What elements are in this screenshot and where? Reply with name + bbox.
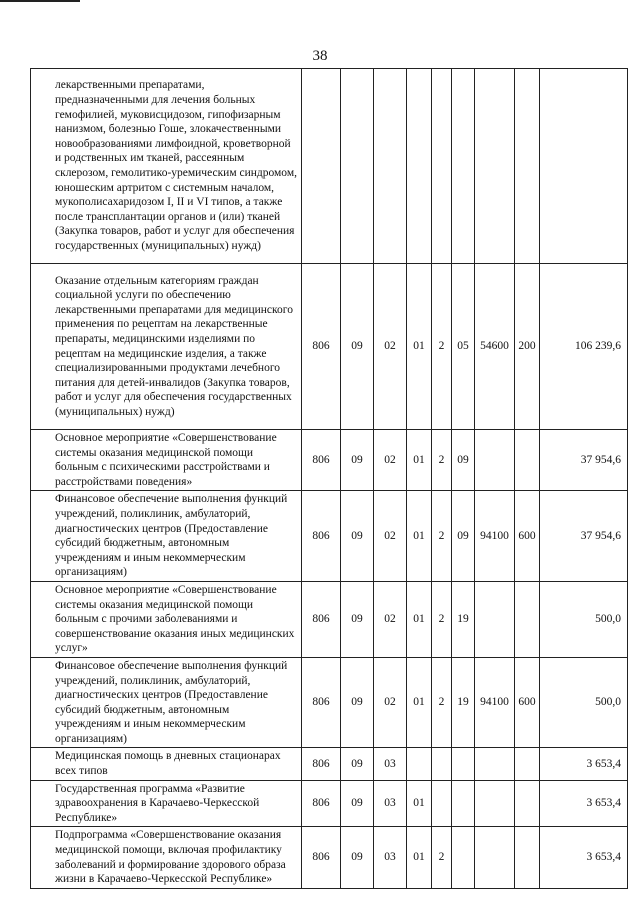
cell-p4: 54600 [475,264,515,430]
cell-vr [515,69,540,264]
cell-p4 [475,430,515,491]
cell-sum: 500,0 [540,657,628,748]
cell-grbs: 806 [302,780,341,827]
cell-p3: 19 [452,581,475,657]
cell-pr: 03 [374,748,407,780]
cell-name: лекарственными препаратами, предназначенными для лечения больных гемофилией, муковисцидозом, гипофизарным нанизмом, болезнью Гоше, злокачественными новообразованиями лимфоидной, кроветворной и родственных им тканей, рассеянным склерозом, гемолитико-уремическим синдромом, юношеским артритом с системным началом, мукополисахаридозом I, II и VI типов, а также после трансплантации органов и (или) тканей (Закупка товаров, работ и услуг для обеспечения государственных (муниципальных) нужд) [31,69,302,264]
cell-grbs: 806 [302,581,341,657]
cell-sum [540,69,628,264]
cell-rz: 09 [341,264,374,430]
cell-grbs: 806 [302,430,341,491]
table-row [31,657,628,748]
cell-pr: 02 [374,581,407,657]
cell-pr [374,69,407,264]
cell-p2: 2 [432,581,452,657]
cell-p4: 94100 [475,657,515,748]
cell-sum: 37 954,6 [540,491,628,582]
table-row [31,748,628,780]
cell-vr [515,581,540,657]
cell-rz: 09 [341,430,374,491]
cell-rz: 09 [341,491,374,582]
cell-name: Подпрограмма «Совершенствование оказания медицинской помощи, включая профилактику заболеваний и формирование здорового образа жизни в Карачаево-Черкесской Республике» [31,827,302,888]
cell-p1: 01 [407,780,432,827]
cell-p2: 2 [432,491,452,582]
cell-vr [515,827,540,888]
cell-p3: 09 [452,491,475,582]
cell-rz: 09 [341,748,374,780]
cell-p1 [407,69,432,264]
cell-pr: 02 [374,430,407,491]
cell-p2 [432,69,452,264]
cell-name: Медицинская помощь в дневных стационарах всех типов [31,748,302,780]
cell-p3 [452,827,475,888]
table-row [31,491,628,582]
table-body [31,69,628,889]
cell-name: Основное мероприятие «Совершенствование системы оказания медицинской помощи больным с прочими заболеваниями и совершенствование оказания иных медицинских услуг» [31,581,302,657]
cell-p2 [432,748,452,780]
cell-p2: 2 [432,827,452,888]
cell-p3 [452,69,475,264]
cell-grbs: 806 [302,827,341,888]
cell-p2: 2 [432,264,452,430]
table-row [31,264,628,430]
cell-rz [341,69,374,264]
cell-name: Оказание отдельным категориям граждан социальной услуги по обеспечению лекарственными препаратами для медицинского применения по рецептам на лекарственные препараты, медицинскими изделиями по рецептам на медицинские изделия, а также специализированными продуктами лечебного питания для детей-инвалидов (Закупка товаров, работ и услуг для обеспечения государственных (муниципальных) нужд) [31,264,302,430]
cell-p3 [452,780,475,827]
cell-p4: 94100 [475,491,515,582]
cell-p4 [475,827,515,888]
table-row [31,69,628,264]
cell-name: Финансовое обеспечение выполнения функций учреждений, поликлиник, амбулаторий, диагностических центров (Предоставление субсидий бюджетным, автономным учреждениям и иным некоммерческим организациям) [31,657,302,748]
cell-sum: 500,0 [540,581,628,657]
cell-p1: 01 [407,827,432,888]
cell-sum: 3 653,4 [540,780,628,827]
cell-pr: 03 [374,780,407,827]
cell-rz: 09 [341,657,374,748]
cell-p3: 09 [452,430,475,491]
cell-pr: 02 [374,657,407,748]
cell-p3 [452,748,475,780]
cell-p2: 2 [432,657,452,748]
cell-rz: 09 [341,780,374,827]
cell-p1: 01 [407,581,432,657]
budget-table [30,68,628,889]
cell-vr: 200 [515,264,540,430]
cell-sum: 3 653,4 [540,827,628,888]
cell-vr [515,780,540,827]
cell-vr [515,748,540,780]
cell-pr: 02 [374,491,407,582]
cell-p1 [407,748,432,780]
cell-name: Финансовое обеспечение выполнения функций учреждений, поликлиник, амбулаторий, диагностических центров (Предоставление субсидий бюджетным, автономным учреждениям и иным некоммерческим организациям) [31,491,302,582]
cell-vr: 600 [515,491,540,582]
cell-sum: 3 653,4 [540,748,628,780]
cell-grbs: 806 [302,748,341,780]
top-rule [0,0,80,2]
cell-p2 [432,780,452,827]
cell-vr: 600 [515,657,540,748]
cell-p4 [475,581,515,657]
cell-p1: 01 [407,264,432,430]
table-row [31,827,628,888]
cell-p4 [475,69,515,264]
table-row [31,581,628,657]
page-number: 38 [312,48,328,64]
table-row [31,780,628,827]
cell-grbs: 806 [302,491,341,582]
cell-sum: 37 954,6 [540,430,628,491]
cell-p1: 01 [407,657,432,748]
cell-p4 [475,748,515,780]
cell-p1: 01 [407,491,432,582]
cell-rz: 09 [341,581,374,657]
cell-pr: 03 [374,827,407,888]
cell-grbs [302,69,341,264]
cell-pr: 02 [374,264,407,430]
table-row [31,430,628,491]
cell-vr [515,430,540,491]
cell-grbs: 806 [302,657,341,748]
cell-sum: 106 239,6 [540,264,628,430]
cell-p4 [475,780,515,827]
cell-p2: 2 [432,430,452,491]
cell-grbs: 806 [302,264,341,430]
cell-name: Государственная программа «Развитие здравоохранения в Карачаево-Черкесской Республике» [31,780,302,827]
cell-p3: 19 [452,657,475,748]
cell-p3: 05 [452,264,475,430]
cell-p1: 01 [407,430,432,491]
cell-rz: 09 [341,827,374,888]
cell-name: Основное мероприятие «Совершенствование системы оказания медицинской помощи больным с психическими расстройствами и расстройствами поведения» [31,430,302,491]
